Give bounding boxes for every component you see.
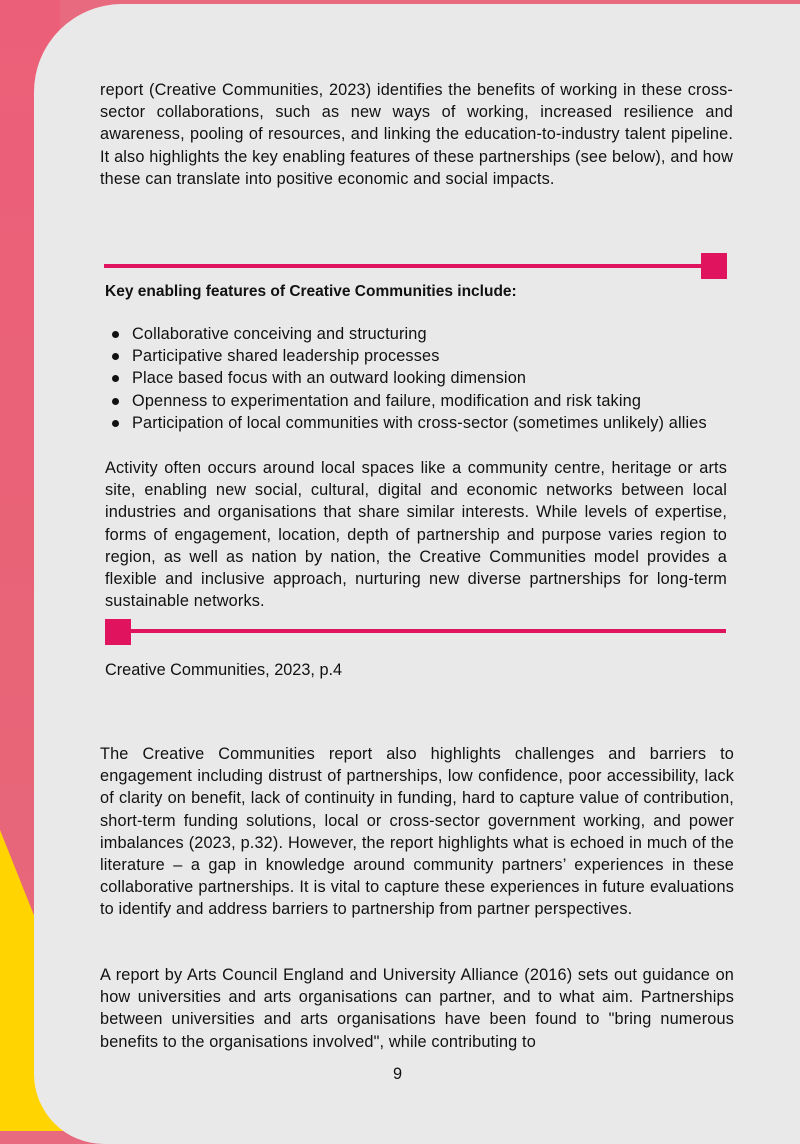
callout-top-square xyxy=(701,253,727,279)
bullet-icon xyxy=(112,331,119,338)
list-item xyxy=(105,323,745,345)
callout-heading: Key enabling features of Creative Communities include: xyxy=(105,283,517,300)
callout-bottom-divider xyxy=(128,629,726,633)
body-paragraph-2: The Creative Communities report also highlights challenges and barriers to engagement including distrust of partnerships, low confidence, poor accessibility, lack of clarity on benefit, lack of continuity in funding, hard to capture value of contribution, short-term funding solutions, local or cross-sector government working, and power imbalances (2023, p.32). However, the report highlights what is echoed in much of the literature – a gap in knowledge around community partners’ experiences in these collaborative partnerships. It is vital to capture these experiences in future evaluations to identify and address barriers to partnership from partner perspectives. xyxy=(100,745,734,919)
callout-top-divider xyxy=(104,264,704,268)
list-item-text: Participation of local communities with cross-sector (sometimes unlikely) allies xyxy=(132,413,707,432)
page-number: 9 xyxy=(393,1065,403,1083)
enabling-features-list xyxy=(105,323,745,434)
body-paragraph-3: A report by Arts Council England and University Alliance (2016) sets out guidance on how universities and arts organisations can partner, and to what aim. Partnerships between universities and arts organisations have been found to "bring numerous benefits to the organisations involved", while contributing to xyxy=(100,966,734,1051)
callout-citation: Creative Communities, 2023, p.4 xyxy=(105,661,343,679)
body-paragraph-1: report (Creative Communities, 2023) identifies the benefits of working in these cross-sector collaborations, such as new ways of working, increased resilience and awareness, pooling of resources, and linking the education-to-industry talent pipeline. It also highlights the key enabling features of these partnerships (see below), and how these can translate into positive economic and social impacts. xyxy=(100,81,733,188)
list-item xyxy=(105,390,745,412)
list-item-text: Participative shared leadership processes xyxy=(132,347,440,366)
bullet-icon xyxy=(112,420,119,427)
bullet-icon xyxy=(112,398,119,405)
list-item xyxy=(105,367,745,389)
list-item-text: Collaborative conceiving and structuring xyxy=(132,325,427,343)
list-item-text: Openness to experimentation and failure, modification and risk taking xyxy=(132,391,642,410)
list-item xyxy=(105,345,745,367)
callout-body: Activity often occurs around local spaces like a community centre, heritage or arts site, enabling new social, cultural, digital and economic networks between local industries and organisations that share similar interests. While levels of expertise, forms of engagement, location, depth of partnership and purpose varies region to region, as well as nation by nation, the Creative Communities model provides a flexible and inclusive approach, nurturing new diverse partnerships for long-term sustainable networks. xyxy=(105,459,727,611)
bullet-icon xyxy=(112,375,119,382)
list-item xyxy=(105,412,745,434)
bullet-icon xyxy=(112,353,119,360)
list-item-text: Place based focus with an outward looking dimension xyxy=(132,369,527,388)
